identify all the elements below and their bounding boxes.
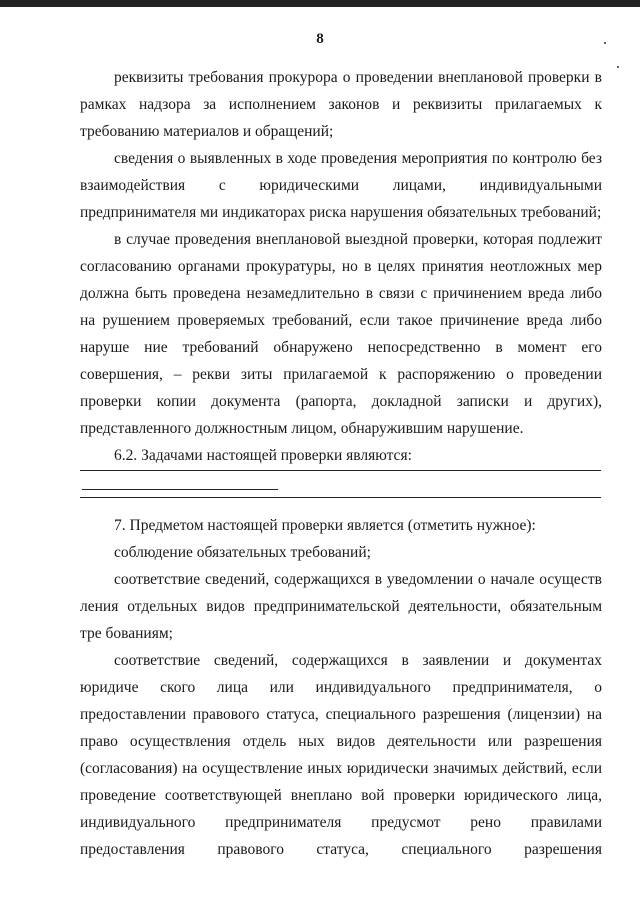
paragraph-notification-compliance: соответствие сведений, содержащихся в уведомлении о начале осуществ ления отдельных видов предпринимательской деятельности, обязательным тре бованиям; bbox=[80, 571, 602, 642]
paragraph-item-6-2 bbox=[80, 442, 602, 496]
scan-speck bbox=[617, 66, 619, 68]
tasks-fill-in-line[interactable] bbox=[82, 473, 278, 490]
paragraph-item-7: 7. Предметом настоящей проверки является (отметить нужное): bbox=[114, 517, 536, 534]
paragraph-mandatory-requirements: соблюдение обязательных требований; bbox=[114, 544, 371, 561]
page-number: 8 bbox=[316, 31, 324, 47]
paragraph-unscheduled-inspection: в случае проведения внеплановой выездной проверки, которая подлежит согласованию органами прокуратуры, но в целях принятия неотложных мер должна быть проведена незамедлительно в связи с причинением вреда либо на рушением проверяемых требований, если такое причинение вреда либо наруше ние требований обнаружено непосредственно в момент его совершения, – рекви зиты прилагаемой к распоряжению о проведении проверки копии документа (рапорта, докладной записки и других), представленного должностным лицом, обнаружившим нарушение. bbox=[80, 231, 603, 437]
tasks-fill-in-rule-2[interactable] bbox=[80, 497, 601, 498]
item-6-2-label: 6.2. Задачами настоящей проверки являются: bbox=[114, 447, 412, 464]
tasks-fill-in-rule-1[interactable] bbox=[80, 470, 601, 471]
scan-speck bbox=[604, 42, 606, 44]
paragraph-application-compliance: соответствие сведений, содержащихся в заявлении и документах юридиче ского лица или индивидуального предпринимателя, о предоставлении правового статуса, специального разрешения (лицензии) на право осуществления отдель ных видов деятельности или разрешения (согласования) на осуществление иных юридически значимых действий, если проведение соответствующей внеплано вой проверки юридического лица, индивидуального предпринимателя предусмот рено правилами предоставления правового статуса, специального разрешения bbox=[80, 652, 603, 858]
paragraph-risk-indicators: сведения о выявленных в ходе проведения мероприятия по контролю без взаимодействия с юридическими лицами, индивидуальными предпринимателя ми индикаторах риска нарушения обязательных требований; bbox=[80, 150, 602, 221]
paragraph-prosecutor-request: реквизиты требования прокурора о проведении внеплановой проверки в рамках надзора за исполнением законов и реквизиты прилагаемых к требованию материалов и обращений; bbox=[80, 69, 602, 140]
top-border-rule bbox=[0, 0, 640, 7]
section-one-text bbox=[80, 64, 602, 496]
section-two-text bbox=[80, 512, 602, 863]
